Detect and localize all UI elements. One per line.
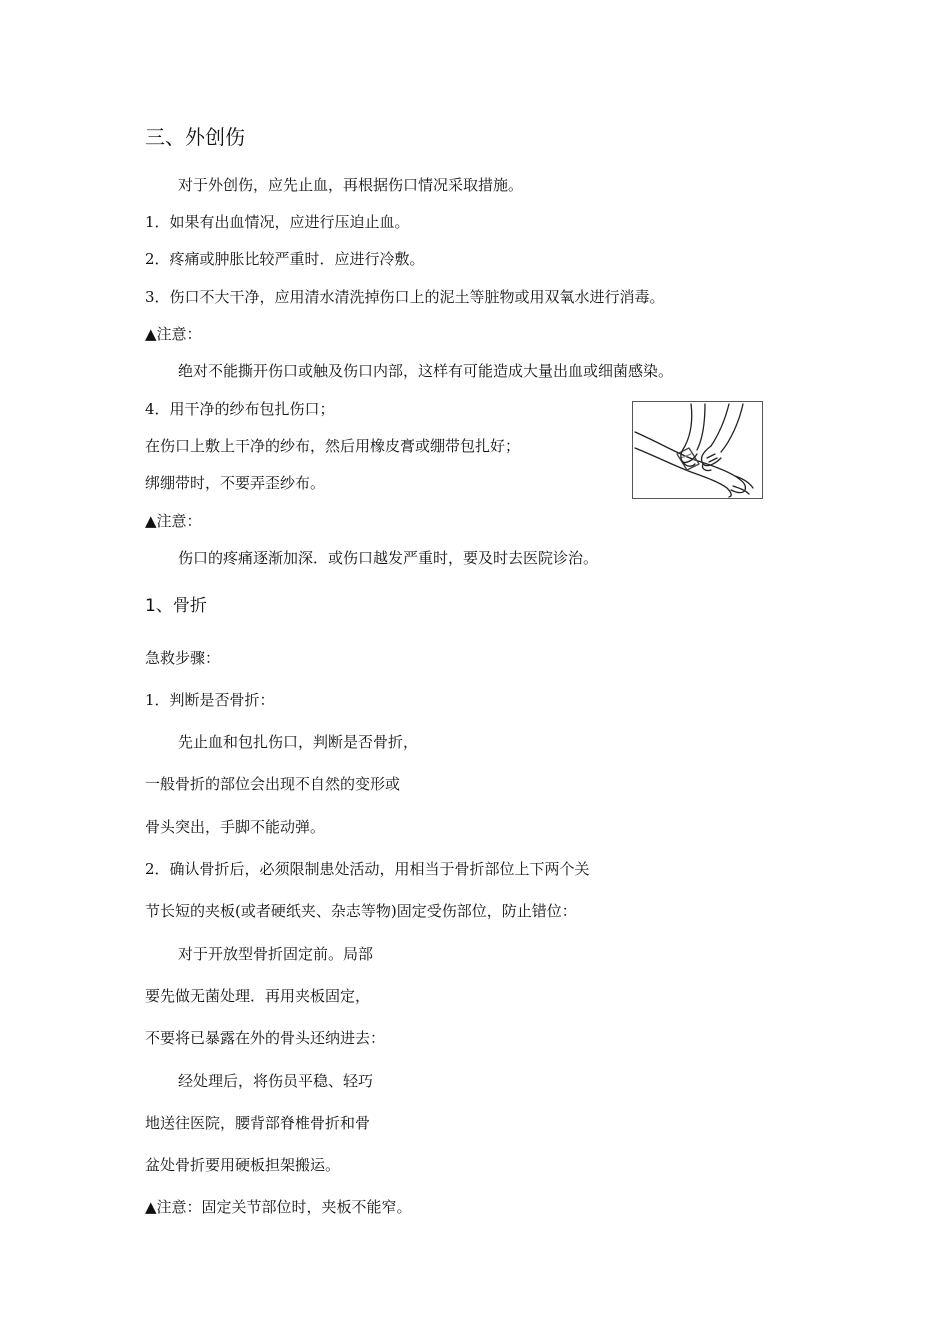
fracture-open-line-a: 对于开放型骨折固定前。局部 (178, 945, 374, 963)
fracture-step-1-line-c: 骨头突出，手脚不能动弹。 (145, 818, 326, 836)
fracture-step-1-line-b: 一般骨折的部位会出现不自然的变形或 (145, 775, 401, 793)
fracture-open-line-b: 要先做无菌处理．再用夹板固定， (145, 987, 371, 1005)
fracture-step-2-line-a: 2．确认骨折后，必须限制患处活动，用相当于骨折部位上下两个关 (145, 860, 590, 878)
bandaging-hands-icon (633, 402, 762, 498)
section-heading-fracture: 1、骨折 (145, 596, 207, 616)
section-heading-trauma: 三、外创伤 (145, 125, 245, 149)
fracture-after-line-a: 经处理后，将伤员平稳、轻巧 (178, 1072, 374, 1090)
trauma-item-1: 1．如果有出血情况，应进行压迫止血。 (145, 213, 410, 231)
trauma-item-2: 2．疼痛或肿胀比较严重时．应进行冷敷。 (145, 250, 425, 268)
fracture-step-1-title: 1．判断是否骨折： (145, 691, 275, 709)
trauma-note-2-text: 伤口的疼痛逐渐加深．或伤口越发严重时，要及时去医院诊治。 (178, 549, 599, 567)
fracture-step-2-line-b: 节长短的夹板(或者硬纸夹、杂志等物)固定受伤部位，防止错位： (145, 902, 577, 920)
fracture-step-1-line-a: 先止血和包扎伤口，判断是否骨折， (178, 733, 419, 751)
fracture-after-line-b: 地送往医院，腰背部脊椎骨折和骨 (145, 1114, 371, 1132)
bandaging-illustration (632, 401, 763, 499)
trauma-item-4-detail: 在伤口上敷上干净的纱布，然后用橡皮膏或绷带包扎好； (145, 437, 521, 455)
trauma-note-label: ▲注意： (145, 325, 202, 343)
trauma-item-4: 4．用干净的纱布包扎伤口； (145, 400, 335, 418)
trauma-note-2-label: ▲注意： (145, 512, 202, 530)
fracture-note: ▲注意：固定关节部位时，夹板不能窄。 (145, 1198, 412, 1216)
fracture-steps-label: 急救步骤： (145, 649, 221, 667)
trauma-note-text: 绝对不能撕开伤口或触及伤口内部，这样有可能造成大量出血或细菌感染。 (178, 362, 674, 380)
trauma-item-4-caution: 绑绷带时，不要弄歪纱布。 (145, 474, 326, 492)
fracture-open-line-c: 不要将已暴露在外的骨头还纳进去： (145, 1029, 386, 1047)
trauma-intro: 对于外创伤，应先止血，再根据伤口情况采取措施。 (178, 176, 524, 194)
trauma-item-3: 3．伤口不大干净，应用清水清洗掉伤口上的泥土等脏物或用双氧水进行消毒。 (145, 288, 665, 306)
fracture-after-line-c: 盆处骨折要用硬板担架搬运。 (145, 1156, 341, 1174)
